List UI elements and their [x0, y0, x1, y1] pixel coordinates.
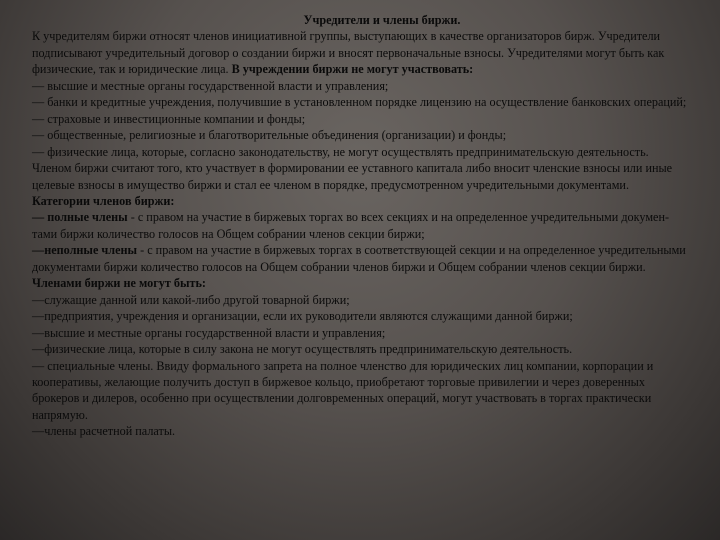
slide-title: Учредители и члены биржи.: [303, 13, 461, 27]
intro-paragraph: [32, 28, 692, 77]
intro-text: К учредителям биржи относят членов инициативной группы, выступающих в качестве организаторов бирж. Учредители подписывают учредительный договор о создании биржи и вносят первоначальные взносы. Учредителями могут быть как физические, так и юридические лица.: [32, 29, 665, 77]
categories-heading: Категории членов биржи:: [32, 193, 175, 208]
cannot-be-item: —члены расчетной палаты.: [32, 424, 176, 439]
restriction-item: — страховые и инвестиционные компании и фонды;: [32, 111, 306, 126]
intro-bold-text: В учреждении биржи не могут участвовать:: [231, 62, 474, 77]
partial-members-item: [32, 242, 692, 275]
partial-members-label: —неполные члены: [32, 243, 138, 258]
restriction-item: — общественные, религиозные и благотворительные объединения (организации) и фонды;: [32, 128, 507, 143]
cannot-be-item: —высшие и местные органы государственной власти и управления;: [32, 325, 386, 340]
cannot-be-item: —предприятия, учреждения и организации, если их руководители являются служащими данной биржи;: [32, 309, 573, 324]
restriction-item: — физические лица, которые, согласно законодательству, не могут осуществлять предпринимательскую деятельность.: [32, 144, 649, 159]
full-members-item: [32, 209, 692, 242]
member-definition: Членом биржи считают того, кто участвует в формировании ее уставного капитала либо вносит членские взносы или иные целевые взносы в имущество биржи и стал ее членом в порядке, предусмотренном учредительными документами.: [32, 161, 673, 192]
cannot-be-item: —физические лица, которые в силу закона не могут осуществлять предпринимательскую деятельность.: [32, 342, 573, 357]
cannot-be-heading: Членами биржи не могут быть:: [32, 276, 206, 291]
full-members-label: — полные члены: [32, 210, 128, 225]
restriction-item: — высшие и местные органы государственной власти и управления;: [32, 78, 389, 93]
cannot-be-item: —служащие данной или какой-либо другой товарной биржи;: [32, 292, 350, 307]
slide-text: [32, 12, 692, 440]
full-members-text: - с правом на участие в биржевых торгах во всех секциях и на определенное учредительными докумен-тами биржи количество голосов на Общем собрании членов секции биржи;: [32, 210, 670, 241]
cannot-be-item: — специальные члены. Ввиду формального запрета на полное членство для юридических лиц компании, корпорации и кооперативы, желающие получить доступ в биржевое кольцо, приобретают торговые привилегии и через доверенных брокеров и дилеров, особенно при осуществлении долговременных операций, могут участвовать в торгах практически напрямую.: [32, 358, 654, 422]
partial-members-text: - с правом на участие в биржевых торгах в соответствующей секции и на определенное учредительными документами биржи количество голосов на Общем собрании членов биржи и Общем собрании членов секции биржи.: [32, 243, 686, 274]
restriction-item: — банки и кредитные учреждения, получившие в установленном порядке лицензию на осуществление банковских операций;: [32, 95, 687, 110]
